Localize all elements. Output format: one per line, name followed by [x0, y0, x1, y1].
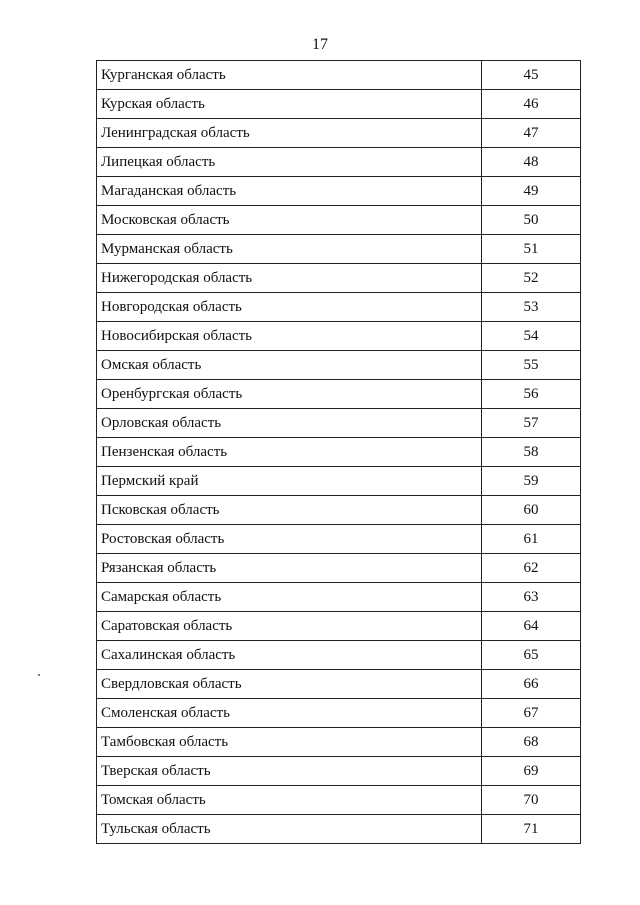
- region-name-cell: Сахалинская область: [97, 641, 482, 670]
- regions-table: [96, 60, 581, 844]
- region-code-cell: 56: [482, 380, 581, 409]
- region-name-cell: Пензенская область: [97, 438, 482, 467]
- region-code-cell: 51: [482, 235, 581, 264]
- region-code-cell: 70: [482, 786, 581, 815]
- table-row: [97, 409, 581, 438]
- region-name-cell: Нижегородская область: [97, 264, 482, 293]
- region-name-cell: Мурманская область: [97, 235, 482, 264]
- region-name-cell: Псковская область: [97, 496, 482, 525]
- region-name-cell: Курганская область: [97, 61, 482, 90]
- table-row: [97, 786, 581, 815]
- region-code-cell: 69: [482, 757, 581, 786]
- table-row: [97, 815, 581, 844]
- region-code-cell: 65: [482, 641, 581, 670]
- region-name-cell: Смоленская область: [97, 699, 482, 728]
- table-row: [97, 728, 581, 757]
- region-name-cell: Тамбовская область: [97, 728, 482, 757]
- region-name-cell: Новосибирская область: [97, 322, 482, 351]
- region-code-cell: 47: [482, 119, 581, 148]
- table-row: [97, 177, 581, 206]
- region-name-cell: Ростовская область: [97, 525, 482, 554]
- table-row: [97, 293, 581, 322]
- table-row: [97, 525, 581, 554]
- table-row: [97, 235, 581, 264]
- table-row: [97, 612, 581, 641]
- table-row: [97, 438, 581, 467]
- region-code-cell: 62: [482, 554, 581, 583]
- table-row: [97, 496, 581, 525]
- region-name-cell: Пермский край: [97, 467, 482, 496]
- region-code-cell: 71: [482, 815, 581, 844]
- region-code-cell: 63: [482, 583, 581, 612]
- region-name-cell: Орловская область: [97, 409, 482, 438]
- region-code-cell: 45: [482, 61, 581, 90]
- region-code-cell: 58: [482, 438, 581, 467]
- region-name-cell: Магаданская область: [97, 177, 482, 206]
- region-code-cell: 46: [482, 90, 581, 119]
- table-row: [97, 641, 581, 670]
- region-name-cell: Новгородская область: [97, 293, 482, 322]
- region-code-cell: 49: [482, 177, 581, 206]
- table-row: [97, 757, 581, 786]
- region-name-cell: Московская область: [97, 206, 482, 235]
- region-code-cell: 52: [482, 264, 581, 293]
- table-row: [97, 90, 581, 119]
- region-code-cell: 50: [482, 206, 581, 235]
- region-code-cell: 66: [482, 670, 581, 699]
- table-row: [97, 206, 581, 235]
- region-name-cell: Тверская область: [97, 757, 482, 786]
- region-code-cell: 60: [482, 496, 581, 525]
- region-name-cell: Липецкая область: [97, 148, 482, 177]
- table-row: [97, 554, 581, 583]
- region-name-cell: Оренбургская область: [97, 380, 482, 409]
- table-row: [97, 467, 581, 496]
- region-name-cell: Самарская область: [97, 583, 482, 612]
- table-row: [97, 148, 581, 177]
- region-code-cell: 53: [482, 293, 581, 322]
- region-name-cell: Томская область: [97, 786, 482, 815]
- region-code-cell: 55: [482, 351, 581, 380]
- table-row: [97, 699, 581, 728]
- region-code-cell: 68: [482, 728, 581, 757]
- table-row: [97, 583, 581, 612]
- table-row: [97, 61, 581, 90]
- table-row: [97, 322, 581, 351]
- region-name-cell: Свердловская область: [97, 670, 482, 699]
- table-row: [97, 119, 581, 148]
- region-code-cell: 48: [482, 148, 581, 177]
- region-name-cell: Ленинградская область: [97, 119, 482, 148]
- region-name-cell: Тульская область: [97, 815, 482, 844]
- region-code-cell: 59: [482, 467, 581, 496]
- region-name-cell: Курская область: [97, 90, 482, 119]
- region-name-cell: Саратовская область: [97, 612, 482, 641]
- regions-table-body: [97, 61, 581, 844]
- table-row: [97, 380, 581, 409]
- table-row: [97, 264, 581, 293]
- page-number: 17: [312, 36, 328, 53]
- scan-speck: [38, 674, 40, 676]
- table-row: [97, 351, 581, 380]
- region-code-cell: 57: [482, 409, 581, 438]
- region-name-cell: Омская область: [97, 351, 482, 380]
- region-code-cell: 64: [482, 612, 581, 641]
- region-code-cell: 54: [482, 322, 581, 351]
- table-row: [97, 670, 581, 699]
- region-name-cell: Рязанская область: [97, 554, 482, 583]
- region-code-cell: 67: [482, 699, 581, 728]
- region-code-cell: 61: [482, 525, 581, 554]
